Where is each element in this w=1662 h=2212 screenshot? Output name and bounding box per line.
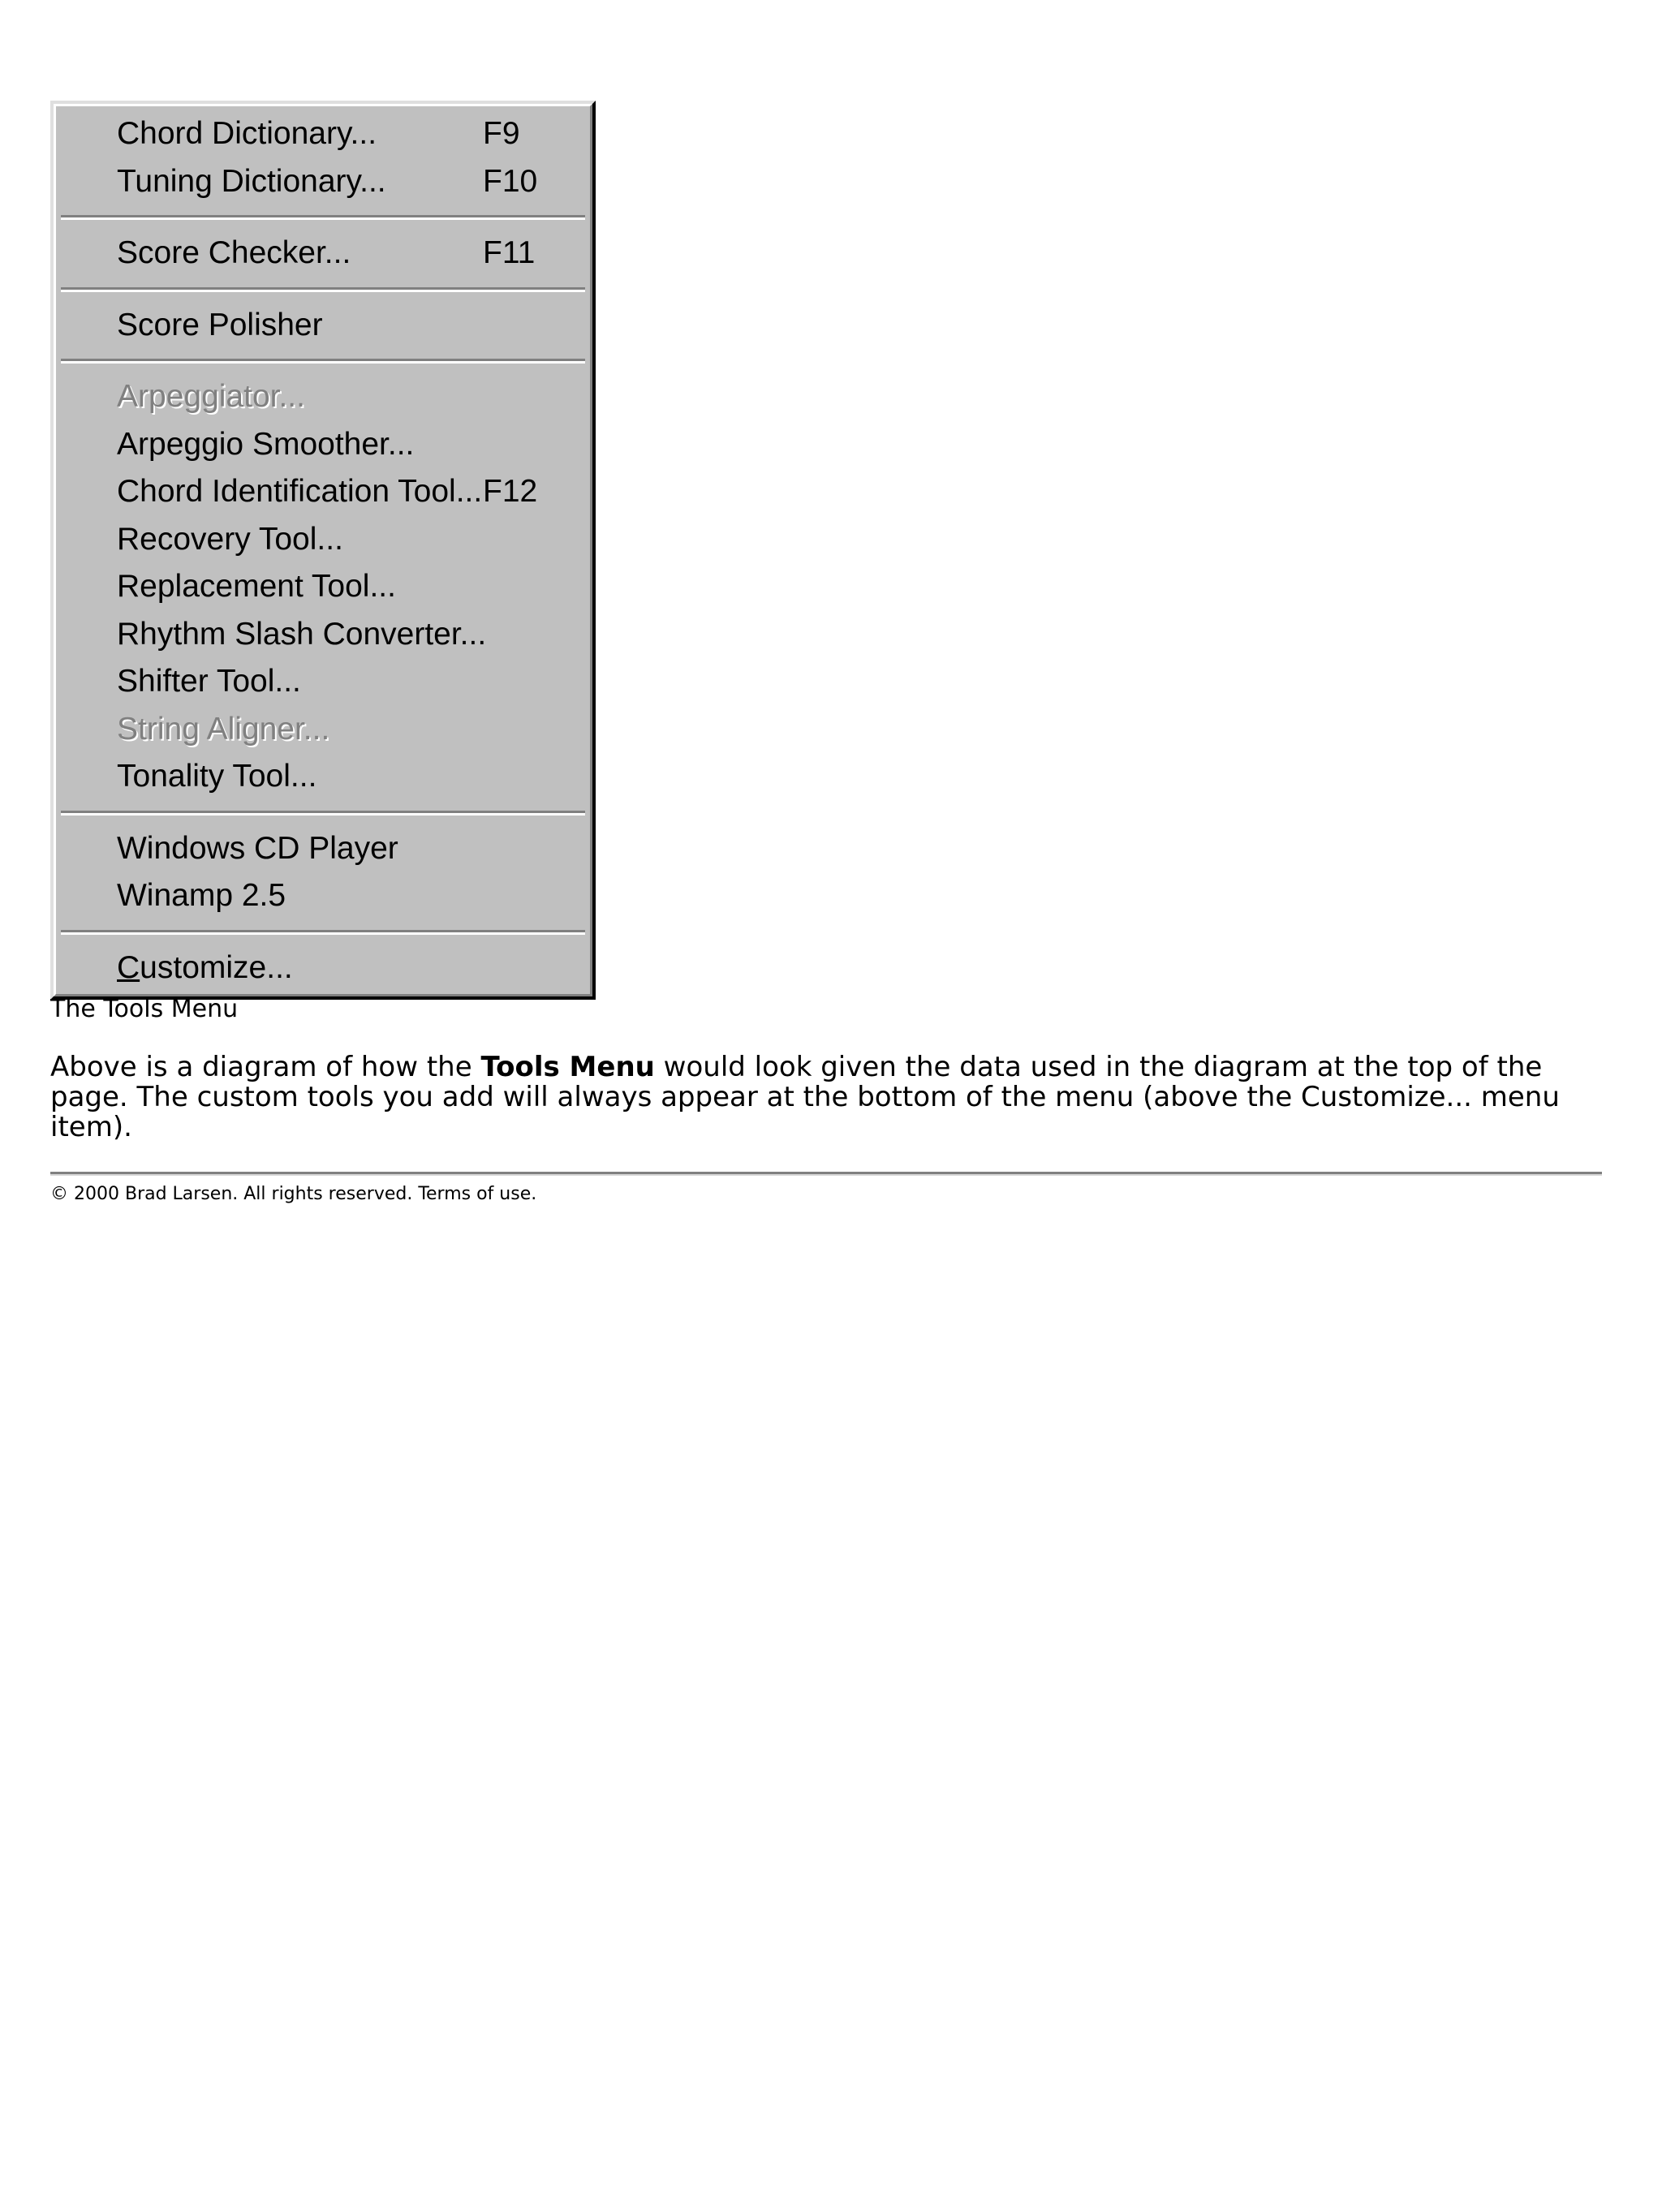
menu-item-recovery-tool[interactable]	[56, 516, 590, 564]
mnemonic-letter: C	[117, 949, 140, 985]
menu-item-score-checker[interactable]	[56, 230, 590, 278]
menu-item-label: Replacement Tool...	[117, 569, 396, 604]
menu-item-label: Shifter Tool...	[117, 664, 301, 699]
menu-item-customize[interactable]	[56, 945, 590, 992]
figure-caption: The Tools Menu	[50, 995, 239, 1023]
menu-item-label: Chord Dictionary...	[117, 116, 377, 151]
menu-item-label: Score Polisher	[117, 307, 323, 342]
paragraph-text-before: Above is a diagram of how the	[50, 1051, 481, 1083]
description-paragraph	[50, 1052, 1600, 1143]
menu-item-score-polisher[interactable]	[56, 302, 590, 350]
menu-separator	[56, 801, 590, 825]
menu-item-label: Arpeggio Smoother...	[117, 426, 415, 462]
menu-item-label: Recovery Tool...	[117, 521, 343, 557]
menu-item-windows-cd-player[interactable]	[56, 825, 590, 873]
menu-item-winamp[interactable]	[56, 872, 590, 920]
menu-item-label: Chord Identification Tool...	[117, 474, 483, 509]
menu-item-label	[117, 945, 293, 992]
menu-item-shortcut: F12	[483, 474, 538, 509]
menu-item-label: Score Checker...	[117, 235, 351, 270]
menu-item-label: Winamp 2.5	[117, 878, 286, 913]
menu-item-rhythm-slash-converter[interactable]	[56, 611, 590, 659]
menu-item-replacement-tool[interactable]	[56, 563, 590, 611]
menu-separator	[56, 920, 590, 945]
menu-separator	[56, 205, 590, 230]
menu-separator	[56, 349, 590, 373]
menu-item-arpeggiator	[56, 373, 590, 421]
menu-item-tonality-tool[interactable]	[56, 753, 590, 801]
paragraph-bold-term: Tools Menu	[480, 1051, 655, 1083]
menu-item-label: String Aligner...	[117, 711, 330, 747]
footer-copyright: © 2000 Brad Larsen. All rights reserved. Terms of use.	[50, 1184, 537, 1204]
menu-item-chord-identification-tool[interactable]	[56, 468, 590, 516]
menu-item-string-aligner	[56, 706, 590, 754]
menu-item-arpeggio-smoother[interactable]	[56, 421, 590, 469]
menu-item-label: Rhythm Slash Converter...	[117, 616, 487, 652]
menu-item-tuning-dictionary[interactable]	[56, 158, 590, 206]
menu-separator	[56, 278, 590, 302]
menu-item-chord-dictionary[interactable]	[56, 110, 590, 158]
menu-item-shortcut: F11	[483, 235, 536, 270]
menu-item-label-rest: ustomize...	[140, 949, 293, 985]
menu-item-label: Tuning Dictionary...	[117, 163, 386, 199]
menu-item-shortcut: F9	[483, 116, 520, 151]
menu-item-label: Windows CD Player	[117, 830, 398, 866]
menu-item-shifter-tool[interactable]	[56, 658, 590, 706]
tools-menu	[50, 101, 596, 1000]
paragraph-text-after: would look given the data used in the diagram at the top of the page. The custom tools you add will always appear at the bottom of the menu (above the Customize... menu item).	[50, 1051, 1560, 1143]
menu-item-label: Arpeggiator...	[117, 379, 305, 414]
menu-item-label: Tonality Tool...	[117, 759, 317, 794]
tools-menu-body	[54, 104, 592, 996]
menu-item-shortcut: F10	[483, 163, 538, 199]
horizontal-rule	[50, 1172, 1602, 1176]
